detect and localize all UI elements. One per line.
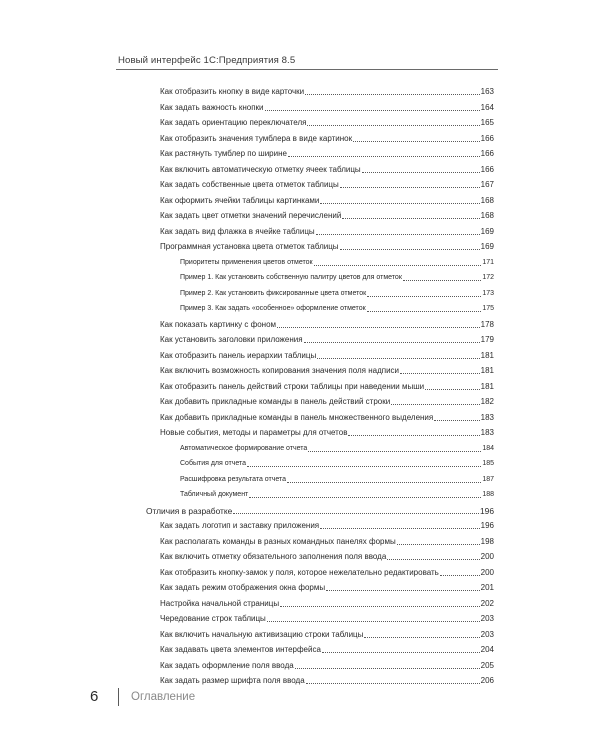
dot-leader xyxy=(340,249,480,250)
toc-entry-page: 203 xyxy=(480,629,494,639)
toc-entry-title: Как показать картинку с фоном xyxy=(160,319,277,329)
toc-entry-title: Как задать цвет отметки значений перечислений xyxy=(160,211,342,220)
toc-entry-title: Как установить заголовки приложения xyxy=(160,335,303,344)
toc-entry xyxy=(160,674,494,686)
dot-leader xyxy=(317,358,479,359)
header-rule xyxy=(116,69,498,70)
toc-entry xyxy=(160,566,494,578)
toc-entry-title: Как задать собственные цвета отметок таблицы xyxy=(160,180,339,189)
toc-entry-title: Как отобразить панель иерархии таблицы xyxy=(160,350,317,360)
dot-leader xyxy=(316,234,480,235)
toc-entry-page: 200 xyxy=(480,552,494,561)
dot-leader xyxy=(307,125,479,126)
toc-entry-page: 196 xyxy=(480,505,494,516)
dot-leader xyxy=(364,637,479,638)
dot-leader xyxy=(367,311,482,312)
dot-leader xyxy=(314,265,482,266)
toc-entry-title: Как задать важность кнопки xyxy=(160,102,264,112)
dot-leader xyxy=(340,187,480,188)
toc-entry xyxy=(160,380,494,392)
toc-entry xyxy=(146,504,494,516)
dot-leader xyxy=(308,451,481,452)
toc-entry xyxy=(160,225,494,237)
dot-leader xyxy=(434,420,479,421)
toc-entry xyxy=(160,519,494,531)
toc-entry-page: 204 xyxy=(480,645,494,654)
dot-leader xyxy=(306,683,480,684)
toc-entry-title: События для отчета xyxy=(180,460,247,467)
toc-entry-title: Как включить возможность копирования значения поля надписи xyxy=(160,366,400,375)
footer-divider xyxy=(118,688,119,706)
toc-entry-page: 178 xyxy=(480,319,494,329)
section-label: Оглавление xyxy=(131,691,196,703)
toc-entry-title: Пример 2. Как установить фиксированные цвета отметок xyxy=(180,289,367,297)
dot-leader xyxy=(265,110,480,111)
toc-entry-title: Как оформить ячейки таблицы картинками xyxy=(160,195,320,205)
toc-entry-title: Как включить отметку обязательного заполнения поля ввода xyxy=(160,552,387,561)
toc-entry-title: Как задать ориентацию переключателя xyxy=(160,118,307,127)
toc-entry-title: Как включить начальную активизацию строки таблицы xyxy=(160,629,364,639)
toc-entry-page: 188 xyxy=(482,491,494,498)
dot-leader xyxy=(348,435,479,436)
toc-entry xyxy=(160,535,494,547)
toc-entry xyxy=(160,101,494,113)
toc-entry-page: 179 xyxy=(480,335,494,344)
toc-entry-page: 183 xyxy=(480,428,494,437)
toc-entry-page: 181 xyxy=(480,366,494,375)
toc-entry-title: Как включить автоматическую отметку ячеек таблицы xyxy=(160,164,361,174)
toc-entry xyxy=(160,318,494,330)
toc-entry xyxy=(160,147,494,159)
toc-entry-page: 164 xyxy=(480,102,494,112)
toc-entry-page: 203 xyxy=(480,614,494,623)
toc-entry-page: 169 xyxy=(480,242,494,251)
toc-entry xyxy=(180,271,494,283)
toc-entry xyxy=(180,488,494,500)
toc-entry-title: Программная установка цвета отметок таблицы xyxy=(160,242,339,251)
toc-entry-page: 168 xyxy=(480,211,494,220)
toc-entry xyxy=(180,287,494,299)
toc-entry-title: Автоматическое формирование отчета xyxy=(180,444,308,452)
toc-entry-title: Новые события, методы и параметры для отчетов xyxy=(160,428,348,437)
toc-entry-title: Как задать логотип и заставку приложения xyxy=(160,521,320,530)
toc-entry xyxy=(160,116,494,128)
toc-entry-page: 201 xyxy=(480,583,494,592)
toc-entry xyxy=(160,132,494,144)
toc-entry-title: Как задать режим отображения окна формы xyxy=(160,583,326,592)
dot-leader xyxy=(305,94,480,95)
toc-entry xyxy=(180,302,494,314)
dot-leader xyxy=(287,482,481,483)
toc-entry-page: 166 xyxy=(480,149,494,158)
toc-entry-page: 173 xyxy=(482,289,494,297)
toc-entry-page: 185 xyxy=(482,460,494,467)
toc-entry-page: 171 xyxy=(482,258,494,266)
toc-entry xyxy=(180,442,494,454)
toc-entry-title: Как добавить прикладные команды в панель действий строки xyxy=(160,397,391,406)
toc-entry-page: 167 xyxy=(480,180,494,189)
toc-entry xyxy=(160,426,494,438)
toc-entry-page: 200 xyxy=(480,567,494,577)
dot-leader xyxy=(288,156,480,157)
toc-entry-page: 182 xyxy=(480,397,494,406)
toc-entry-title: Как задать оформление поля ввода xyxy=(160,660,294,670)
toc-entry xyxy=(160,628,494,640)
toc-entry-page: 205 xyxy=(480,660,494,670)
dot-leader xyxy=(322,652,480,653)
dot-leader xyxy=(320,528,480,529)
toc-entry-page: 206 xyxy=(480,676,494,685)
toc-entry-title: Настройка начальной страницы xyxy=(160,598,280,608)
dot-leader xyxy=(267,621,480,622)
toc-entry-title: Пример 1. Как установить собственную палитру цветов для отметок xyxy=(180,274,402,281)
dot-leader xyxy=(247,466,481,467)
toc-entry-page: 202 xyxy=(480,598,494,608)
dot-leader xyxy=(362,172,480,173)
toc-entry-title: Как отобразить значения тумблера в виде картинок xyxy=(160,133,353,143)
dot-leader xyxy=(353,141,480,142)
toc-entry-page: 166 xyxy=(480,133,494,143)
dot-leader xyxy=(320,203,479,204)
toc-entry xyxy=(160,411,494,423)
toc-entry xyxy=(160,364,494,376)
toc-entry xyxy=(160,209,494,221)
toc-entry-page: 196 xyxy=(480,521,494,530)
dot-leader xyxy=(280,606,480,607)
dot-leader xyxy=(440,575,480,576)
toc-entry-title: Приоритеты применения цветов отметок xyxy=(180,258,313,266)
toc-entry xyxy=(160,395,494,407)
toc-entry-page: 169 xyxy=(480,226,494,236)
toc-entry-title: Как задать размер шрифта поля ввода xyxy=(160,676,305,685)
toc-entry-page: 163 xyxy=(480,87,494,96)
dot-leader xyxy=(233,513,479,514)
toc-entry-page: 187 xyxy=(482,475,494,483)
toc-entry xyxy=(180,457,494,469)
toc-entry xyxy=(160,550,494,562)
toc-entry xyxy=(160,194,494,206)
dot-leader xyxy=(295,668,480,669)
running-head: Новый интерфейс 1С:Предприятия 8.5 xyxy=(118,55,296,66)
dot-leader xyxy=(304,342,480,343)
dot-leader xyxy=(425,389,480,390)
dot-leader xyxy=(326,590,480,591)
toc-entry xyxy=(180,473,494,485)
dot-leader xyxy=(391,404,479,405)
toc-entry-title: Табличный документ xyxy=(180,491,249,498)
toc-entry-title: Как располагать команды в разных командных панелях формы xyxy=(160,536,396,546)
toc-entry-page: 184 xyxy=(482,444,494,452)
toc-entry-title: Как отобразить кнопку-замок у поля, которое нежелательно редактировать xyxy=(160,567,439,577)
toc-entry-title: Как добавить прикладные команды в панель множественного выделения xyxy=(160,412,434,422)
toc-entry-title: Чередование строк таблицы xyxy=(160,614,266,623)
page-number: 6 xyxy=(90,688,99,705)
dot-leader xyxy=(249,497,481,498)
dot-leader xyxy=(277,327,480,328)
toc-entry-title: Как растянуть тумблер по ширине xyxy=(160,149,287,158)
toc-entry-page: 168 xyxy=(480,195,494,205)
dot-leader xyxy=(367,296,481,297)
toc-entry xyxy=(160,643,494,655)
toc-entry-page: 175 xyxy=(482,305,494,312)
toc-entry xyxy=(160,659,494,671)
toc-entry-page: 183 xyxy=(480,412,494,422)
toc-entry-page: 181 xyxy=(480,381,494,391)
toc-entry-title: Расшифровка результата отчета xyxy=(180,475,287,483)
toc-entry-title: Как отобразить панель действий строки таблицы при наведении мыши xyxy=(160,381,425,391)
toc-entry-page: 198 xyxy=(480,536,494,546)
toc-entry xyxy=(160,178,494,190)
toc-entry-page: 181 xyxy=(480,350,494,360)
toc-entry xyxy=(180,256,494,268)
toc-entry xyxy=(160,85,494,97)
toc-entry xyxy=(160,612,494,624)
dot-leader xyxy=(342,218,479,219)
toc-entry-title: Пример 3. Как задать «особенное» оформление отметок xyxy=(180,305,366,312)
toc-entry-page: 172 xyxy=(482,274,494,281)
toc-entry-title: Отличия в разработке xyxy=(146,505,233,516)
toc-entry xyxy=(160,581,494,593)
toc-entry-title: Как задать вид флажка в ячейке таблицы xyxy=(160,226,315,236)
toc-entry xyxy=(160,349,494,361)
dot-leader xyxy=(397,544,480,545)
dot-leader xyxy=(400,373,480,374)
dot-leader xyxy=(387,559,479,560)
toc-entry-page: 166 xyxy=(480,164,494,174)
toc-entry xyxy=(160,597,494,609)
toc-entry xyxy=(160,333,494,345)
toc-entry xyxy=(160,163,494,175)
toc-entry-title: Как отобразить кнопку в виде карточки xyxy=(160,87,305,96)
toc-entry-title: Как задавать цвета элементов интерфейса xyxy=(160,645,321,654)
toc-entry-page: 165 xyxy=(480,118,494,127)
toc-entry xyxy=(160,240,494,252)
dot-leader xyxy=(403,280,481,281)
